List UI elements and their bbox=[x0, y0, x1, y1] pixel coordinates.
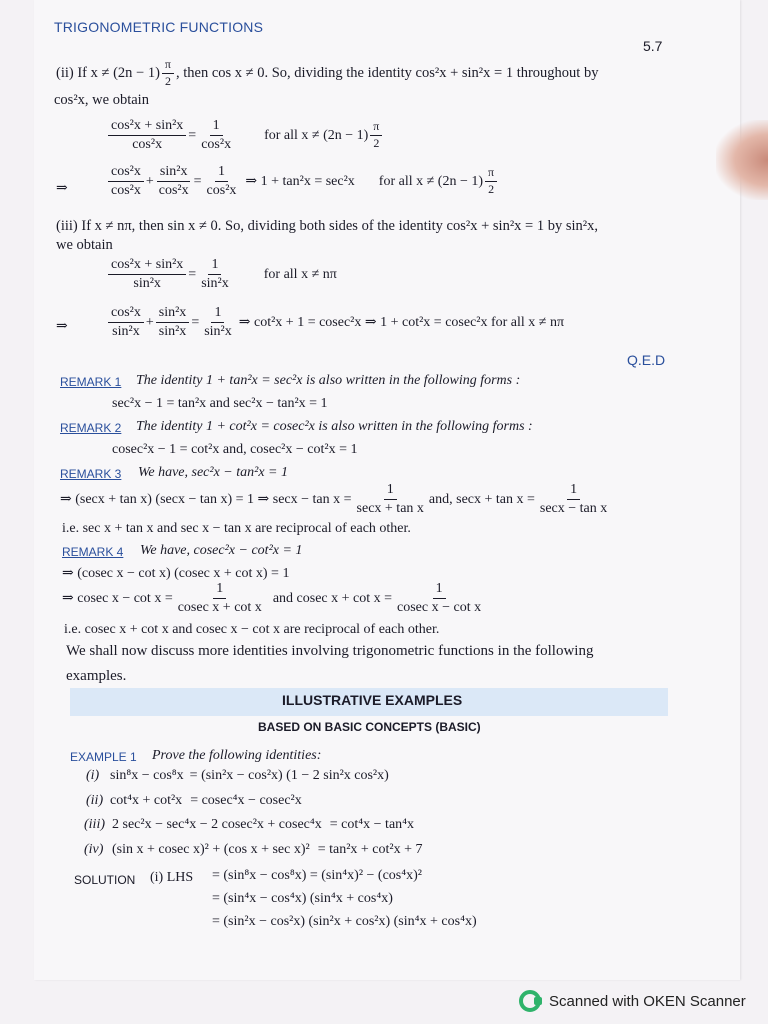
fraction: $\frac{1}{\text{cosec x − cot x}}$ bbox=[397, 581, 482, 616]
remark2-line2: cosec²x − 1 = cot²x and, cosec²x − cot²x = 1 bbox=[112, 442, 358, 457]
pi-over-two: $\frac{\pi}{2}$ bbox=[485, 166, 497, 197]
pi-over-two: $\frac{\pi}{2}$ bbox=[162, 58, 174, 89]
remark2-text: The identity 1 + cot²x = cosec²x is also written in the following forms : bbox=[136, 419, 533, 434]
remark3-line3: i.e. sec x + tan x and sec x − tan x are reciprocal of each other. bbox=[62, 521, 411, 536]
closing-line2: examples. bbox=[66, 668, 127, 684]
solution-line: = (sin⁴x − cos⁴x) (sin⁴x + cos⁴x) bbox=[212, 891, 393, 906]
fraction: $\frac{\text{cos²x + sin²x}}{\text{sin²x}}$ bbox=[108, 257, 186, 292]
part2-equation-2: $\frac{\text{cos²x}}{\text{cos²x}}$ + $\frac{\text{sin²x}}{\text{cos²x}}$ = $\frac{1}{\text{cos²x}}$ ⇒ 1 + tan²x = sec²x for all x ≠ (2n − 1) $\frac{\pi}{2}$ bbox=[106, 164, 499, 199]
part3-equation-2: $\frac{\text{cos²x}}{\text{sin²x}}$ + $\frac{\text{sin²x}}{\text{sin²x}}$ = $\frac{1}{\text{sin²x}}$ ⇒ cot²x + 1 = cosec²x ⇒ 1 + cot²x = cosec²x for all x ≠ nπ bbox=[106, 305, 564, 340]
part3-intro: (iii) If x ≠ nπ, then sin x ≠ 0. So, dividing both sides of the identity cos²x + sin²x = 1 by sin²x, bbox=[56, 218, 598, 234]
fraction: $\frac{\text{sin²x}}{\text{sin²x}}$ bbox=[156, 305, 190, 340]
fraction: $\frac{\text{sin²x}}{\text{cos²x}}$ bbox=[158, 164, 189, 199]
fraction: $\frac{\text{cos²x + sin²x}}{\text{cos²x}}$ bbox=[108, 118, 186, 153]
remark4-line4: i.e. cosec x + cot x and cosec x − cot x are reciprocal of each other. bbox=[64, 622, 440, 637]
condition: for all x ≠ (2n − 1) bbox=[264, 127, 369, 143]
scanner-logo-icon bbox=[519, 990, 541, 1012]
closing-line1: We shall now discuss more identities involving trigonometric functions in the following bbox=[66, 643, 594, 659]
section-title: ILLUSTRATIVE EXAMPLES bbox=[282, 692, 463, 708]
solution-line: = (sin²x − cos²x) (sin²x + cos²x) (sin⁴x + cos⁴x) bbox=[212, 914, 477, 929]
remark4-line2: ⇒ (cosec x − cot x) (cosec x + cot x) = 1 bbox=[62, 566, 290, 581]
example1-item: (i) sin⁸x − cos⁸x = (sin²x − cos²x) (1 − 2 sin²x cos²x) bbox=[86, 768, 389, 783]
remark4-label: REMARK 4 bbox=[62, 545, 124, 559]
condition: for all x ≠ (2n − 1) bbox=[378, 173, 484, 189]
fraction: $\frac{1}{\text{cos²x}}$ bbox=[206, 164, 237, 199]
remark4-text: We have, cosec²x − cot²x = 1 bbox=[140, 543, 303, 558]
implies-arrow: ⇒ bbox=[56, 319, 68, 334]
section-subtitle: BASED ON BASIC CONCEPTS (BASIC) bbox=[258, 720, 481, 734]
example1-prompt: Prove the following identities: bbox=[152, 748, 322, 763]
part3-intro-b: we obtain bbox=[56, 237, 113, 253]
pi-over-two: $\frac{\pi}{2}$ bbox=[370, 120, 382, 151]
fraction: $\frac{1}{\text{secx − tan x}}$ bbox=[539, 482, 608, 517]
part3-equation-1: $\frac{\text{cos²x + sin²x}}{\text{sin²x}}$ = $\frac{1}{\text{sin²x}}$ for all x ≠ nπ bbox=[106, 257, 337, 292]
scanner-watermark bbox=[519, 990, 746, 1012]
example1-item: (iv) (sin x + cosec x)² + (cos x + sec x)² = tan²x + cot²x + 7 bbox=[84, 842, 423, 857]
example1-label: EXAMPLE 1 bbox=[70, 750, 137, 764]
condition: for all x ≠ nπ bbox=[263, 266, 337, 282]
implies-arrow: ⇒ bbox=[56, 181, 68, 196]
qed-mark: Q.E.D bbox=[627, 352, 666, 368]
fraction: $\frac{\text{cos²x}}{\text{cos²x}}$ bbox=[108, 164, 144, 199]
fraction: $\frac{1}{\text{cos²x}}$ bbox=[201, 118, 232, 153]
result: ⇒ 1 + tan²x = sec²x bbox=[245, 174, 355, 190]
fraction: $\frac{1}{\text{sin²x}}$ bbox=[204, 305, 232, 340]
remark1-text: The identity 1 + tan²x = sec²x is also written in the following forms : bbox=[136, 373, 521, 388]
part2-intro-c: cos²x, we obtain bbox=[54, 92, 149, 108]
remark1-label: REMARK 1 bbox=[60, 375, 122, 389]
fraction: $\frac{1}{\text{sin²x}}$ bbox=[201, 257, 229, 292]
fraction: $\frac{1}{\text{cosec x + cot x}}$ bbox=[177, 581, 262, 616]
part2-intro-b: , then cos x ≠ 0. So, dividing the identity cos²x + sin²x = 1 throughout by bbox=[175, 64, 599, 81]
remark4-line3: ⇒ cosec x − cot x = $\frac{1}{\text{cosec x + cot x}}$ and cosec x + cot x = $\frac{1}{\text{cosec x − cot x}}$ bbox=[62, 581, 486, 616]
remark1-line2: sec²x − 1 = tan²x and sec²x − tan²x = 1 bbox=[112, 396, 328, 411]
part2-equation-1: $\frac{\text{cos²x + sin²x}}{\text{cos²x}}$ = $\frac{1}{\text{cos²x}}$ for all x ≠ (2n − 1) $\frac{\pi}{2}$ bbox=[106, 118, 384, 153]
scanner-text: Scanned with OKEN Scanner bbox=[549, 992, 746, 1010]
example1-item: (iii) 2 sec²x − sec⁴x − 2 cosec²x + cosec⁴x = cot⁴x − tan⁴x bbox=[84, 817, 415, 832]
solution-line: = (sin⁸x − cos⁸x) = (sin⁴x)² − (cos⁴x)² bbox=[212, 868, 422, 883]
result: ⇒ cot²x + 1 = cosec²x ⇒ 1 + cot²x = cosec²x for all x ≠ nπ bbox=[238, 315, 565, 331]
remark3-label: REMARK 3 bbox=[60, 467, 122, 481]
part2-intro bbox=[56, 58, 598, 89]
page-number: 5.7 bbox=[643, 38, 663, 54]
remark3-line2: ⇒ (secx + tan x) (secx − tan x) = 1 ⇒ secx − tan x = $\frac{1}{\text{secx + tan x}}$ and, secx + tan x = $\frac{1}{\text{secx − tan x}}$ bbox=[60, 482, 612, 517]
chapter-title: TRIGONOMETRIC FUNCTIONS bbox=[54, 19, 264, 35]
part2-intro-a: (ii) If x ≠ (2n − 1) bbox=[56, 64, 160, 81]
page-edge-stain bbox=[716, 120, 768, 200]
example1-item: (ii) cot⁴x + cot²x = cosec⁴x − cosec²x bbox=[86, 793, 302, 808]
remark3-text: We have, sec²x − tan²x = 1 bbox=[138, 465, 289, 480]
fraction: $\frac{\text{cos²x}}{\text{sin²x}}$ bbox=[108, 305, 144, 340]
solution-part: (i) LHS bbox=[150, 870, 194, 885]
fraction: $\frac{1}{\text{secx + tan x}}$ bbox=[356, 482, 424, 517]
remark2-label: REMARK 2 bbox=[60, 421, 122, 435]
solution-label: SOLUTION bbox=[74, 873, 136, 887]
